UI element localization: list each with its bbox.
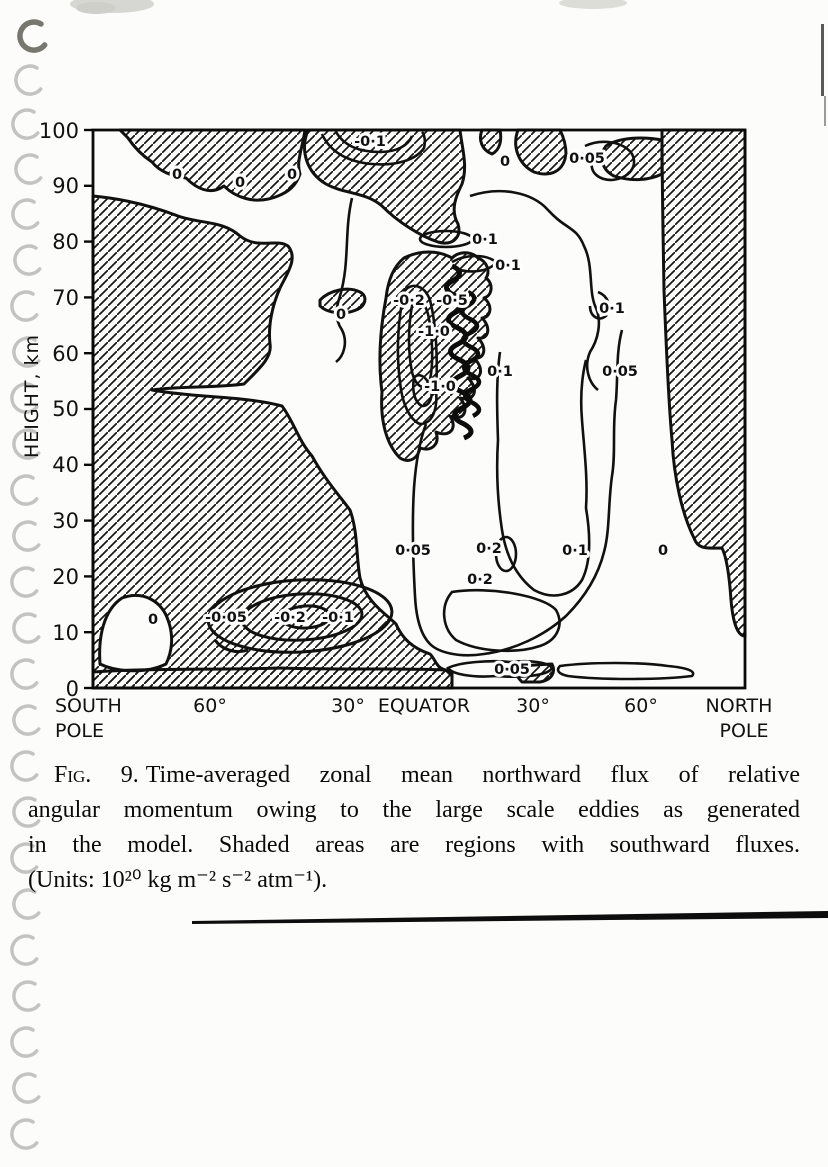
y-axis-tick-labels [39,119,79,701]
contour-label: 0 [499,154,511,170]
x-tick-30n: 30° [516,695,550,717]
x-tick-30s: 30° [331,695,365,717]
y-tick: 80 [52,230,79,254]
x-tick-north-pole: POLE [719,720,769,742]
contour-label: 0·05 [569,151,605,167]
y-tick: 90 [52,174,79,198]
scan-artifacts [70,0,826,126]
contour-label: -1·0 [424,379,456,395]
contour-label: 0 [171,167,183,183]
scan-rule-line [192,911,828,924]
figure-9-contour-plot [21,119,772,742]
contour-label: -0·5 [436,293,468,309]
contour-label: 0·1 [495,258,521,274]
caption-line-3: in the model. Shaded areas are regions with southward fluxes. [28,832,800,858]
contour-label: 0·2 [476,541,502,557]
contour-label: 0·1 [599,301,625,317]
contour-label: 0·05 [602,364,638,380]
x-axis-tick-labels [55,695,772,742]
y-tick: 0 [65,677,79,701]
y-tick: 40 [52,453,79,477]
binder-hole-marks [12,22,45,1148]
contour-label: -0·05 [205,610,247,626]
contour-label: 0·1 [562,543,588,559]
y-axis-title: HEIGHT, km [21,333,43,459]
contour-label: 0 [286,167,298,183]
caption-line-2: angular momentum owing to the large scale eddies as generated [28,797,800,823]
y-tick: 10 [52,621,79,645]
caption-line-1-text: Time-averaged zonal mean northward flux of relative [145,762,800,788]
x-tick-60s: 60° [193,695,227,717]
hatched-negative-regions [93,130,745,688]
contour-label: -0·1 [322,610,354,626]
contour-label: -0·1 [354,134,386,150]
contour-label: -1·0 [418,324,450,340]
contour-label: 0 [234,175,246,191]
contour-label: 0·2 [467,572,493,588]
contour-label: 0·1 [472,232,498,248]
caption-line-1 [28,758,800,793]
figure-caption [28,758,800,898]
y-tick: 70 [52,286,79,310]
contour-label: 0 [335,307,347,323]
contour-label: 0·05 [494,662,530,678]
x-tick-60n: 60° [624,695,658,717]
figure-number: Fig. 9. [54,762,139,788]
x-tick-south-pole: POLE [55,720,105,742]
contour-label: 0 [657,543,669,559]
contour-label: 0·1 [487,364,513,380]
x-tick-north: NORTH [705,695,773,717]
x-tick-equator: EQUATOR [377,695,471,717]
y-tick: 20 [52,565,79,589]
contour-label: 0 [147,612,159,628]
caption-line-4: (Units: 10²⁰ kg m⁻² s⁻² atm⁻¹). [28,867,328,893]
y-tick: 30 [52,509,79,533]
x-tick-south: SOUTH [55,695,122,717]
y-tick: 60 [52,342,79,366]
y-tick: 100 [38,119,79,143]
y-tick: 50 [52,397,79,421]
contour-label: 0·05 [395,543,431,559]
contour-label: -0·2 [393,293,425,309]
contour-label: -0·2 [274,610,306,626]
